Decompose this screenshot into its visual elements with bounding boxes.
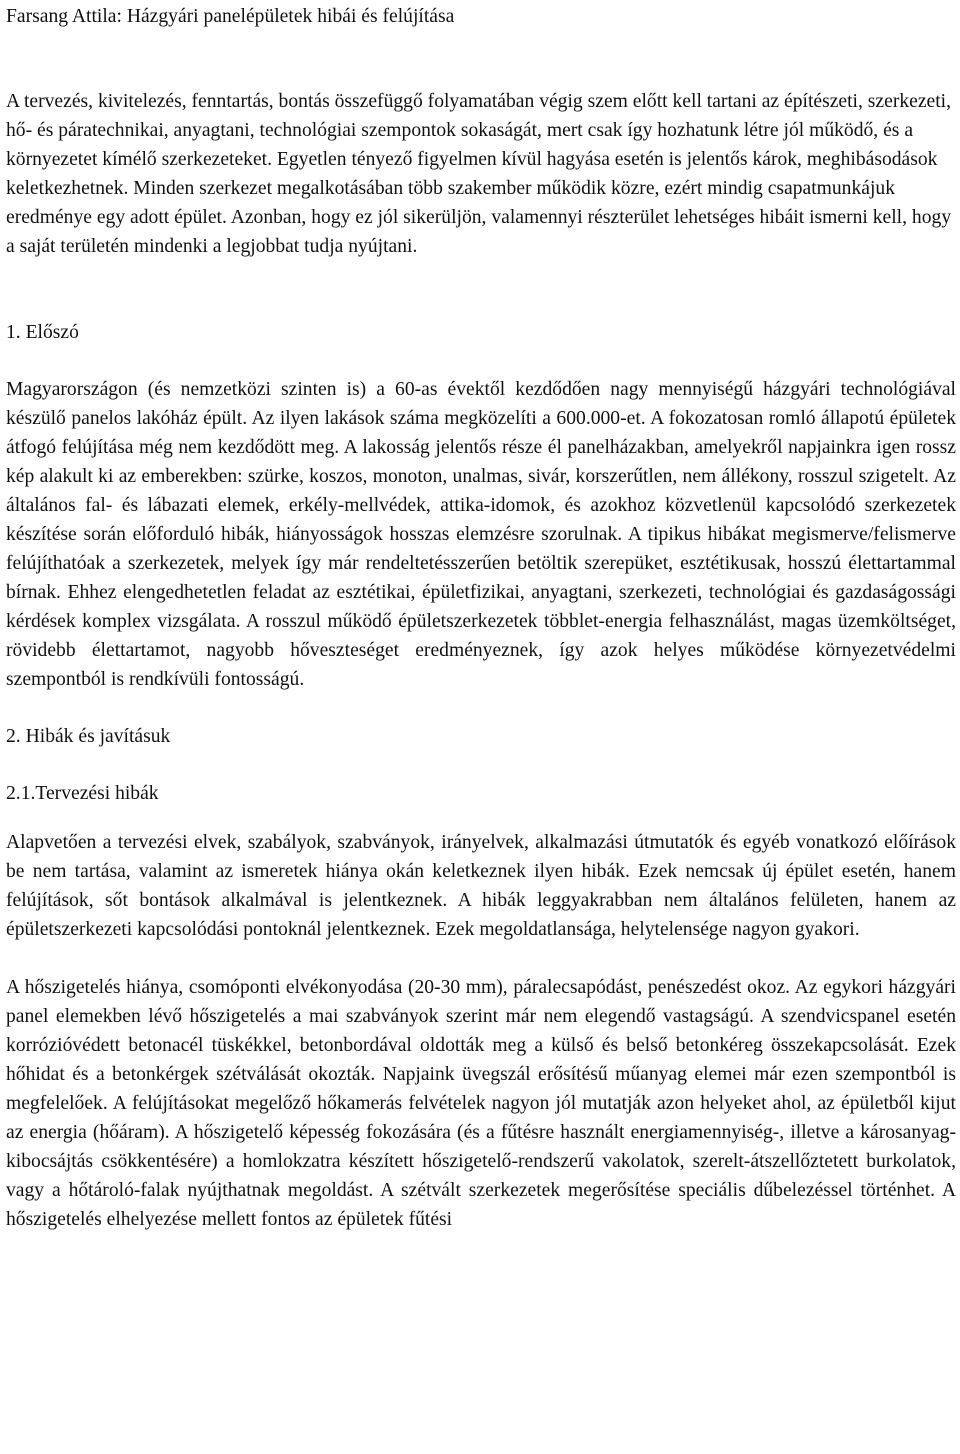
section-2-heading: 2. Hibák és javításuk (6, 726, 171, 747)
document-page (6, 0, 956, 1234)
intro-paragraph: A tervezés, kivitelezés, fenntartás, bontás összefüggő folyamatában végig szem előtt kell tartani az építészeti, szerkezeti, hő- és páratechnikai, anyagtani, technológiai szempontok sokaságát, mert csak így hozhatunk létre jól működő, és a környezetet kímélő szerkezeteket. Egyetlen tényező figyelmen kívül hagyása esetén is jelentős károk, meghibásodások keletkezhetnek. Minden szerkezet megalkotásában több szakember működik közre, ezért mindig csapatmunkájuk eredménye egy adott épület. Azonban, hogy ez jól sikerüljön, valamennyi részterület lehetséges hibáit ismerni kell, hogy a saját területén mindenki a legjobbat tudja nyújtani. (6, 91, 952, 257)
section-2-1-paragraph: Alapvetően a tervezési elvek, szabályok, szabványok, irányelvek, alkalmazási útmutatók és egyéb vonatkozó előírások be nem tartása, valamint az ismeretek hiánya okán keletkeznek ilyen hibák. Ezek nemcsak új épület esetén, hanem felújítások, sőt bontások alkalmával is jelentkeznek. A hibák leggyakrabban nem általános felületen, hanem az épületszerkezeti kapcsolódási pontoknál jelentkeznek. Ezek megoldatlansága, helytelensége nagyon gyakori. (6, 831, 956, 940)
section-2-1-heading: 2.1.Tervezési hibák (6, 783, 159, 804)
document-title: Farsang Attila: Házgyári panelépületek hibái és felújítása (6, 6, 455, 27)
section-1-heading: 1. Előszó (6, 322, 79, 343)
section-1-paragraph: Magyarországon (és nemzetközi szinten is) a 60-as évektől kezdődően nagy mennyiségű házgyári technológiával készülő panelos lakóház épült. Az ilyen lakások száma megközelíti a 600.000-et. A fokozatosan romló állapotú épületek átfogó felújítása még nem kezdődött meg. A lakosság jelentős része él panelházakban, amelyekről napjainkra igen rossz kép alakult ki az emberekben: szürke, koszos, monoton, unalmas, sivár, korszerűtlen, nem állékony, rosszul szigetelt. Az általános fal- és lábazati elemek, erkély-mellvédek, attika-idomok, és azokhoz közvetlenül kapcsolódó szerkezetek készítése során előforduló hibák, hiányosságok hosszas elemzésre szorulnak. A tipikus hibákat megismerve/felismerve felújíthatóak a szerkezetek, melyek így már rendeltetésszerűen betöltik szerepüket, esztétikusak, hosszú élettartammal bírnak. Ehhez elengedhetetlen feladat az esztétikai, épületfizikai, anyagtani, szerkezeti, technológiai és gazdaságossági kérdések komplex vizsgálata. A rosszul működő épületszerkezetek többlet-energia felhasználást, magas üzemköltséget, rövidebb élettartamot, nagyobb hőveszteséget eredményeznek, így azok helyes működése környezetvédelmi szempontból is rendkívüli fontosságú. (6, 379, 956, 690)
insulation-paragraph: A hőszigetelés hiánya, csomóponti elvékonyodása (20-30 mm), páralecsapódást, penészedést okoz. Az egykori házgyári panel elemekben lévő hőszigetelés a mai szabványok szerint már nem elegendő vastagságú. A szendvicspanel esetén korrózióvédett betonacél tüskékkel, betonbordával oldották meg a külső és belső betonkéreg összekapcsolását. Ezek hőhidat és a betonkérgek szétválását okozták. Napjaink üvegszál erősítésű műanyag elemei már ezen szempontból is megfelelőek. A felújításokat megelőző hőkamerás felvételek nagyon jól mutatják azon helyeket ahol, az épületből kijut az energia (hőáram). A hőszigetelő képesség fokozására (és a fűtésre használt energiamennyiség-, illetve a károsanyag-kibocsájtás csökkentésére) a homlokzatra készített hőszigetelő-rendszerű vakolatok, szerelt-átszellőztetett burkolatok, vagy a hőtároló-falak nyújthatnak megoldást. A szétvált szerkezetek megerősítése speciális dűbelezéssel történhet. A hőszigetelés elhelyezése mellett fontos az épületek fűtési (6, 976, 956, 1230)
